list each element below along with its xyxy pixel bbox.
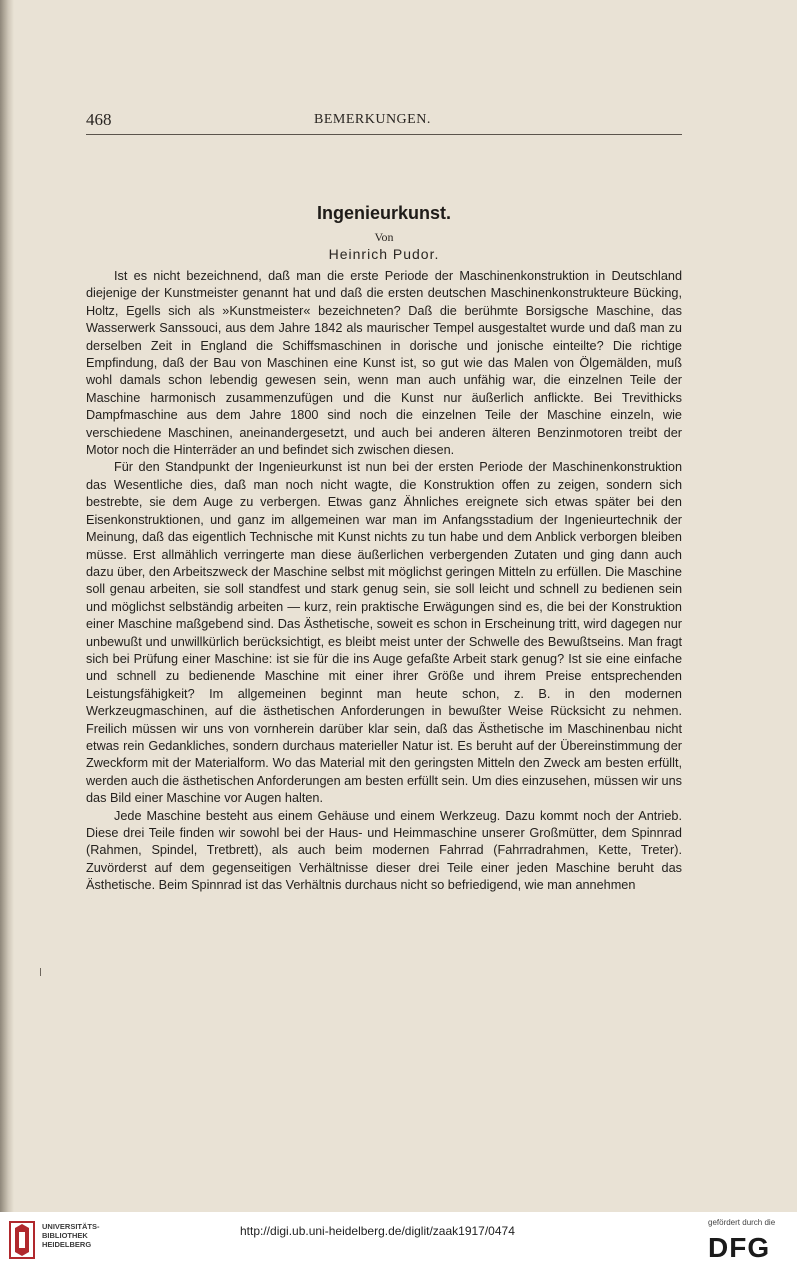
funded-by-label: gefördert durch die (708, 1218, 776, 1227)
library-name-line-3: HEIDELBERG (42, 1240, 92, 1249)
article-title: Ingenieurkunst. (316, 203, 451, 223)
paragraph-3: Jede Maschine besteht aus einem Gehäuse und einem Werkzeug. Dazu kommt noch der Antrieb. Diese drei Teile finden wir sowohl bei der Haus- und Heimmaschine unserer Großmütter, dem Spinnrad (Rahmen, Spindel, Tretbrett), als auch beim modernen Fahrrad (Fahrradrahmen, Kette, Treter). Zuvörderst auf dem gegenseitigen Verhältnisse dieser drei Teile einer jeden Maschine beruht das Ästhetische. Beim Spinnrad ist das Verhältnis durchaus nicht so befriedigend, wie man annehmen (86, 808, 682, 893)
paragraph-1: Ist es nicht bezeichnend, daß man die erste Periode der Maschinenkonstruktion in Deutschland diejenige der Kunstmeister genannt hat und daß die ersten deutschen Maschinenkonstrukteure Bücking, Holtz, Egells sich als »Kunstmeister« bezeichneten? Daß die berühmte Borsigsche Maschine, das Wasserwerk Sanssouci, aus dem Jahre 1842 als maurischer Tempel ausgestaltet wurde und daß man zu derselben Zeit in England die Schiffsmaschinen in dorische und jonische einteilte? Die richtige Empfindung, daß der Bau von Maschinen eine Kunst ist, so gut wie das Malen von Ölgemälden, muß wohl damals schon lebendig gewesen sein, wenn man auch unfähig war, die einzelnen Teile der Maschine harmonisch zusammenzufügen und die Kunst nur äußerlich anflickte. Bei Trevithicks Dampfmaschine aus dem Jahre 1800 sind noch die einzelnen Teile der Maschine einzeln, wie verschiedene Maschinen, aneinandergesetzt, und auch bei anderen älteren Benzinmotoren treibt der Motor noch die Hinterräder an und befindet sich zwischen diesen. (86, 269, 682, 458)
margin-mark (40, 968, 41, 976)
byline-von: Von (374, 230, 394, 244)
library-name-line-2: BIBLIOTHEK (42, 1231, 88, 1240)
book-gutter-shadow (0, 0, 14, 1212)
university-library-logo-icon (8, 1220, 36, 1260)
paragraph-2: Für den Standpunkt der Ingenieurkunst ist nun bei der ersten Periode der Maschinenkonstruktion das Wesentliche dies, daß man noch nicht wagte, die Konstruktion offen zu zeigen, sondern sich bestrebte, sie dem Auge zu verbergen. Etwas ganz Ähnliches ereignete sich etwas später bei den Eisenkonstruktionen, und ganz im allgemeinen war man im Anfangsstadium der Ingenieurtechnik der Meinung, daß das eigentlich Technische mit Kunst nichts zu tun habe und dem Anblick verborgen bleiben müsse. Erst allmählich verringerte man diese äußerlichen verbergenden Zutaten und ging dann auch dazu über, den Arbeitszweck der Maschine selbst mit möglichst geringen Mitteln zu erfüllen. Die Maschine soll genau arbeiten, sie soll standfest und stark genug sein, sie soll leicht und schnell zu bedienen sein und möglichst selbständig arbeiten — kurz, rein praktische Erwägungen sind es, die bei der Konstruktion einer Maschine maßgebend sind. Das Ästhetische, soweit es schon in Erscheinung tritt, wird dagegen nur unbewußt und unwillkürlich berücksichtigt, es bleibt meist unter der Schwelle des Bewußtseins. Man fragt sich bei Prüfung einer Maschine: ist sie für die ins Auge gefaßte Arbeit stark genug? Ist sie eine einfache und schnell zu bedienende Maschine mit einer ihrer Größe und ihrem Preise entsprechenden Leistungsfähigkeit? Im allgemeinen beginnt man heute schon, z. B. in den modernen Werkzeugmaschinen, auf die ästhetischen Anforderungen in bewußter Weise Rücksicht zu nehmen. Freilich müssen wir uns von vornherein darüber klar sein, daß das Ästhetische im Maschinenbau nicht etwas rein Gedankliches, sondern durchaus materieller Natur ist. Es beruht auf der Übereinstimmung der Zweckform mit der Materialform. Wo das Material mit den geringsten Mitteln den Zweck am besten erfüllt, werden auch die ästhetischen Anforderungen am besten erfüllt sein. Um dies einzusehen, müssen wir uns das Bild einer Maschine vor Augen halten. (86, 460, 682, 806)
viewer-footer (0, 1212, 797, 1267)
header-rule (86, 134, 682, 135)
library-name-line-1: UNIVERSITÄTS- (42, 1222, 100, 1231)
running-title: BEMERKUNGEN. (314, 112, 431, 127)
page-number: 468 (86, 110, 112, 129)
dfg-logo: DFG (708, 1232, 771, 1263)
permalink-url[interactable]: http://digi.ub.uni-heidelberg.de/diglit/zaak1917/0474 (240, 1224, 515, 1238)
running-head (86, 110, 682, 132)
article-author: Heinrich Pudor. (328, 246, 440, 262)
university-library-name (42, 1222, 100, 1249)
article-body (86, 268, 682, 895)
